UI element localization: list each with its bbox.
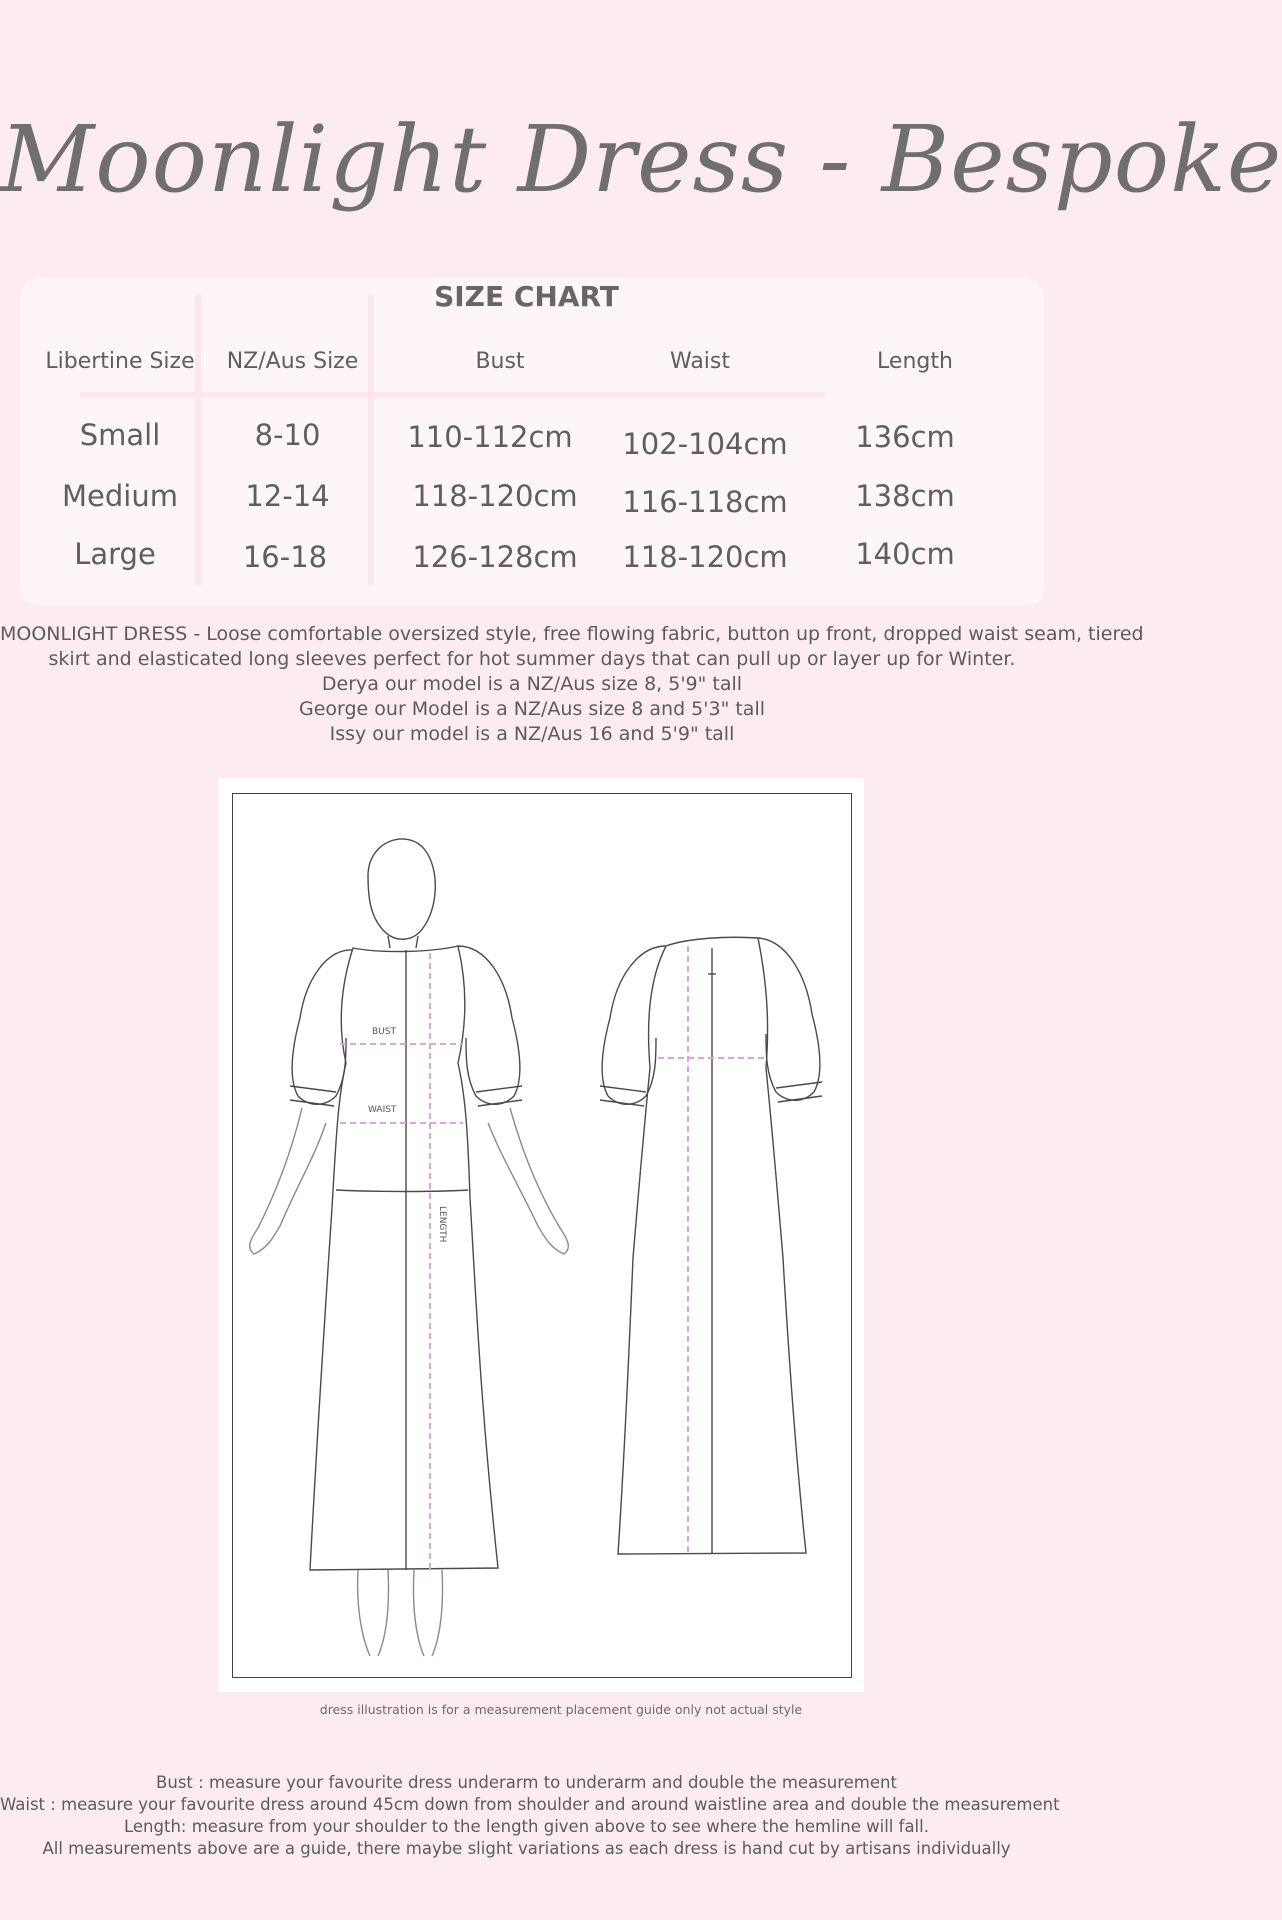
description-line: MOONLIGHT DRESS - Loose comfortable oversized style, free flowing fabric, button up front, dropped waist seam, tiered	[0, 623, 1144, 645]
header-divider	[80, 392, 825, 398]
col-header-libertine-size: Libertine Size	[45, 349, 195, 374]
size-chart-heading: SIZE CHART	[434, 280, 619, 313]
page-title: Moonlight Dress - Bespoke	[0, 106, 1282, 213]
figure-legs	[358, 1570, 443, 1656]
col-header-length: Length	[877, 349, 953, 374]
model-info-line: Derya our model is a NZ/Aus size 8, 5'9" tall	[321, 673, 743, 695]
length-label: LENGTH	[437, 1206, 447, 1243]
front-drop-waist-seam	[336, 1190, 468, 1192]
measurement-guide	[0, 1772, 1060, 1860]
back-left-cuff	[600, 1086, 646, 1106]
cell-nz-large: 16-18	[242, 540, 328, 574]
cell-waist-large: 118-120cm	[622, 540, 788, 574]
front-left-sleeve	[292, 950, 353, 1104]
waist-label: WAIST	[368, 1105, 397, 1115]
bust-guide-line: Bust : measure your favourite dress underarm to underarm and double the measurement	[156, 1773, 897, 1792]
cell-bust-medium: 118-120cm	[412, 479, 578, 513]
cell-waist-medium: 116-118cm	[622, 485, 788, 519]
description-line: skirt and elasticated long sleeves perfect for hot summer days that can pull up or layer up for Winter.	[48, 648, 1016, 670]
cell-nz-medium: 12-14	[245, 479, 330, 513]
product-description	[0, 622, 1144, 747]
front-right-cuff	[476, 1086, 522, 1106]
cell-size-medium: Medium	[62, 479, 178, 513]
cell-length-medium: 138cm	[855, 479, 955, 513]
dress-measurement-illustration	[218, 778, 864, 1692]
cell-bust-large: 126-128cm	[412, 540, 578, 574]
length-guide-line: Length: measure from your shoulder to the length given above to see where the hemline will fall.	[124, 1817, 929, 1836]
bust-label: BUST	[372, 1027, 396, 1037]
back-right-cuff	[776, 1082, 822, 1102]
figure-right-arm	[488, 1108, 568, 1254]
cell-nz-small: 8-10	[254, 418, 321, 452]
figure-head-outline	[368, 839, 435, 939]
cell-length-large: 140cm	[855, 537, 955, 571]
waist-guide-line: Waist : measure your favourite dress around 45cm down from shoulder and around waistline area and double the measurement	[0, 1795, 1060, 1814]
col-header-bust: Bust	[475, 349, 525, 374]
front-right-sleeve	[458, 946, 520, 1104]
front-dress-outline	[310, 946, 498, 1570]
col-header-nz-aus-size: NZ/Aus Size	[226, 349, 359, 374]
cell-size-small: Small	[79, 418, 161, 452]
model-info-line: George our Model is a NZ/Aus size 8 and 5'3" tall	[298, 698, 766, 720]
illustration-caption: dress illustration is for a measurement placement guide only not actual style	[319, 1702, 803, 1717]
col-header-waist: Waist	[669, 349, 731, 374]
figure-left-arm	[250, 1108, 326, 1254]
cell-waist-small: 102-104cm	[622, 427, 788, 461]
model-info-line: Issy our model is a NZ/Aus 16 and 5'9" tall	[329, 723, 735, 745]
cell-bust-small: 110-112cm	[407, 420, 573, 454]
front-left-cuff	[290, 1086, 336, 1106]
cell-size-large: Large	[74, 537, 156, 571]
disclaimer-line: All measurements above are a guide, there maybe slight variations as each dress is hand cut by artisans individually	[42, 1839, 1011, 1858]
cell-length-small: 136cm	[855, 420, 955, 454]
